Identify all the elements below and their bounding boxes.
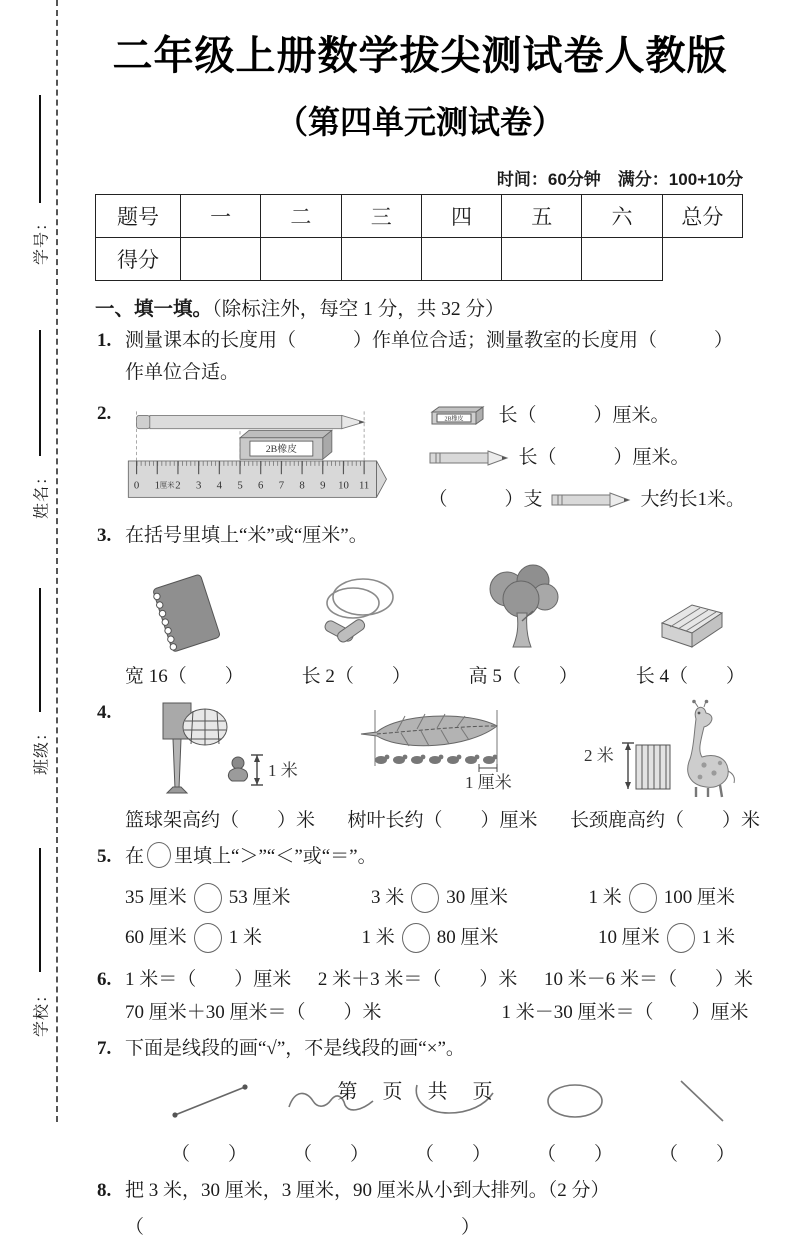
compare-left: 1 米	[588, 886, 622, 908]
q2-line3-pre: （ ）支	[428, 489, 543, 511]
q2-line2-text: 长（ ）厘米。	[518, 446, 690, 468]
fold-line	[56, 0, 58, 1122]
score-empty-cell	[502, 238, 582, 281]
compare-item	[361, 922, 498, 954]
q6-item: 10 米－6 米＝（ ）米	[543, 969, 753, 991]
question-5-number: 5.	[97, 846, 112, 868]
page-footer: 第 页 共 页	[337, 1081, 503, 1103]
compare-circle	[402, 923, 430, 953]
q4-caption: 长颈鹿高约（ ）米	[569, 810, 760, 832]
score-table-cell: 二	[261, 195, 341, 238]
one-cm-bracket	[479, 764, 497, 772]
score-table-cell: 总分	[662, 195, 742, 238]
compare-circle	[667, 923, 695, 953]
q3-item-eraser	[636, 559, 745, 693]
score-table-cell: 六	[582, 195, 662, 238]
ruler-number: 0	[133, 478, 140, 491]
q2-line1-text: 长（ ）厘米。	[498, 404, 670, 426]
compare-item	[125, 882, 291, 914]
class-writein-line	[39, 588, 41, 712]
small-eraser-icon	[428, 404, 490, 428]
striped-eraser-icon	[648, 595, 732, 655]
question-1	[95, 325, 745, 390]
q4-caption: 树叶长约（ ）厘米	[347, 810, 538, 832]
score-empty-cell	[181, 238, 261, 281]
question-8	[95, 1175, 745, 1244]
name-label: 姓名：	[33, 468, 51, 520]
giraffe-icon	[580, 699, 750, 799]
q3-caption: 高 5（ ）	[468, 665, 578, 687]
ruler-number: 3	[195, 478, 202, 491]
q7-paren: （ ）	[658, 1144, 735, 1166]
ants-row	[375, 755, 497, 764]
tree-icon	[477, 559, 569, 655]
section-one-title: 一、填一填。	[95, 299, 213, 320]
two-meter-arrow	[622, 743, 634, 789]
compare-right: 1 米	[701, 926, 735, 948]
compare-item	[371, 882, 508, 914]
pencil-icon	[137, 415, 365, 428]
score-table-cell: 五	[502, 195, 582, 238]
question-6	[95, 964, 753, 1029]
pencil-ruler-figure	[125, 398, 410, 514]
score-table-header-row	[96, 195, 743, 238]
q3-caption: 长 4（ ）	[635, 665, 745, 687]
small-eraser-brand-label: 2B橡皮	[444, 416, 464, 423]
question-3	[95, 520, 745, 693]
ruler-number: 4	[216, 478, 223, 491]
q3-item-tree	[469, 559, 578, 693]
question-3-text: 在括号里填上“米”或“厘米”。	[125, 525, 368, 547]
q2-line3-post: 大约长1米。	[640, 489, 745, 511]
section-one-heading	[95, 293, 745, 321]
score-empty-cell	[421, 238, 501, 281]
compare-left: 1 米	[361, 926, 395, 948]
compare-circle	[194, 923, 222, 953]
eraser-2b-icon	[240, 430, 332, 459]
score-table	[95, 194, 743, 281]
q5-text-post: 里填上“＞”“＜”或“＝”。	[174, 846, 377, 868]
compare-right: 53 厘米	[228, 886, 291, 908]
leaf-ants-icon	[357, 704, 527, 799]
question-4	[95, 697, 760, 837]
q7-paren: （ ）	[170, 1144, 247, 1166]
compare-right: 30 厘米	[446, 886, 509, 908]
compare-circle	[411, 883, 439, 913]
ruler-number: 2	[175, 478, 181, 491]
q2-blank-pencil-count	[428, 484, 745, 516]
question-7-text: 下面是线段的画“√”，不是线段的画“×”。	[125, 1037, 465, 1059]
compare-item	[125, 922, 262, 954]
q2-blank-eraser-length	[428, 400, 745, 432]
class-label: 班级：	[33, 724, 51, 776]
name-writein-line	[39, 330, 41, 456]
ruler-number: 9	[320, 478, 326, 491]
ruler-number: 1	[154, 478, 160, 491]
school-label: 学校：	[33, 986, 51, 1038]
eraser-brand-label: 2B橡皮	[265, 443, 298, 455]
q4-ref-label: 1 米	[268, 761, 298, 781]
basketball-hoop-icon	[125, 697, 315, 799]
question-2	[95, 398, 745, 517]
compare-item	[588, 882, 735, 914]
compare-circle	[194, 883, 222, 913]
score-empty-cell	[261, 238, 341, 281]
basket-net	[183, 709, 227, 745]
question-8-text: 把 3 米，30 厘米，3 厘米，90 厘米从小到大排列。（2 分）	[125, 1180, 610, 1202]
question-1-text: 测量课本的长度用（ ）作单位合适；测量教室的长度用（ ）作单位合适。	[125, 330, 734, 384]
paper-subtitle: （第四单元测试卷）	[275, 104, 564, 140]
q4-ref-label: 2 米	[583, 746, 614, 766]
compare-left: 10 厘米	[597, 926, 660, 948]
compare-circle	[147, 842, 171, 868]
school-writein-line	[39, 848, 41, 972]
ruler-unit-label: 厘米	[159, 480, 175, 490]
ruler-number: 11	[358, 478, 370, 491]
q6-item: 70 厘米＋30 厘米＝（ ）米	[125, 1001, 382, 1023]
q6-item: 2 米＋3 米＝（ ）米	[317, 969, 518, 991]
ruler-number: 6	[258, 478, 264, 491]
score-table-score-row	[96, 238, 743, 281]
ruler-number: 7	[278, 478, 285, 491]
question-3-number: 3.	[97, 525, 112, 547]
q4-item-basketball-hoop	[125, 697, 315, 837]
q7-paren: （ ）	[536, 1144, 613, 1166]
test-paper	[95, 0, 760, 1244]
ruler-number: 10	[338, 478, 349, 491]
q8-answer-line: （ ）	[125, 1216, 483, 1238]
time-score-meta: 时间：60分钟 满分：100+10分	[496, 170, 743, 189]
q4-caption: 篮球架高约（ ）米	[125, 810, 316, 832]
score-table-cell: 四	[421, 195, 501, 238]
small-pencil-icon	[428, 449, 510, 467]
compare-left: 35 厘米	[125, 886, 187, 908]
compare-left: 3 米	[370, 886, 405, 908]
q4-item-giraffe	[570, 699, 760, 837]
compare-circle	[629, 883, 657, 913]
q3-item-notebook	[125, 559, 244, 693]
q5-text-pre: 在	[125, 846, 145, 868]
score-table-cell: 三	[341, 195, 421, 238]
q6-item: 1 米－30 厘米＝（ ）厘米	[501, 1001, 749, 1023]
radiator-fence	[636, 745, 670, 789]
score-empty-cell	[341, 238, 421, 281]
compare-right: 100 厘米	[663, 886, 735, 908]
student-id-writein-line	[39, 95, 41, 203]
small-pencil-icon	[550, 491, 632, 509]
notebook-icon	[142, 569, 226, 655]
score-label-cell: 得分	[96, 238, 181, 281]
q6-item: 1 米＝（ ）厘米	[125, 969, 292, 991]
ruler-icon	[128, 461, 386, 497]
child-figure	[228, 757, 247, 781]
question-4-number: 4.	[97, 702, 112, 724]
question-1-number: 1.	[97, 330, 112, 351]
score-table-cell: 题号	[96, 195, 181, 238]
q3-item-jump-rope	[302, 559, 411, 693]
compare-left: 60 厘米	[125, 926, 187, 948]
q4-ref-label: 1 厘米	[465, 773, 513, 793]
compare-right: 80 厘米	[436, 926, 499, 948]
question-6-number: 6.	[97, 969, 112, 991]
q7-paren: （ ）	[414, 1144, 491, 1166]
q2-blank-pencil-length	[428, 442, 745, 474]
compare-right: 1 米	[228, 926, 263, 948]
question-7-number: 7.	[97, 1037, 112, 1059]
ruler-number: 8	[299, 478, 305, 491]
q3-caption: 长 2（ ）	[301, 665, 411, 687]
one-meter-arrow	[251, 755, 263, 785]
question-2-number: 2.	[97, 402, 112, 424]
q4-item-leaf	[347, 704, 537, 837]
paper-title: 二年级上册数学拔尖测试卷人教版	[112, 34, 728, 78]
giraffe-body	[688, 700, 735, 797]
compare-item	[598, 922, 735, 954]
section-one-note: （除标注外，每空 1 分，共 32 分）	[212, 299, 505, 320]
score-empty-cell	[582, 238, 662, 281]
q7-paren: （ ）	[292, 1144, 369, 1166]
jump-rope-icon	[308, 569, 404, 655]
question-5	[95, 841, 745, 954]
student-id-label: 学号：	[33, 214, 51, 266]
score-table-cell: 一	[181, 195, 261, 238]
ruler-number: 5	[237, 478, 243, 491]
q3-caption: 宽 16（ ）	[125, 665, 244, 687]
question-8-number: 8.	[97, 1180, 112, 1202]
